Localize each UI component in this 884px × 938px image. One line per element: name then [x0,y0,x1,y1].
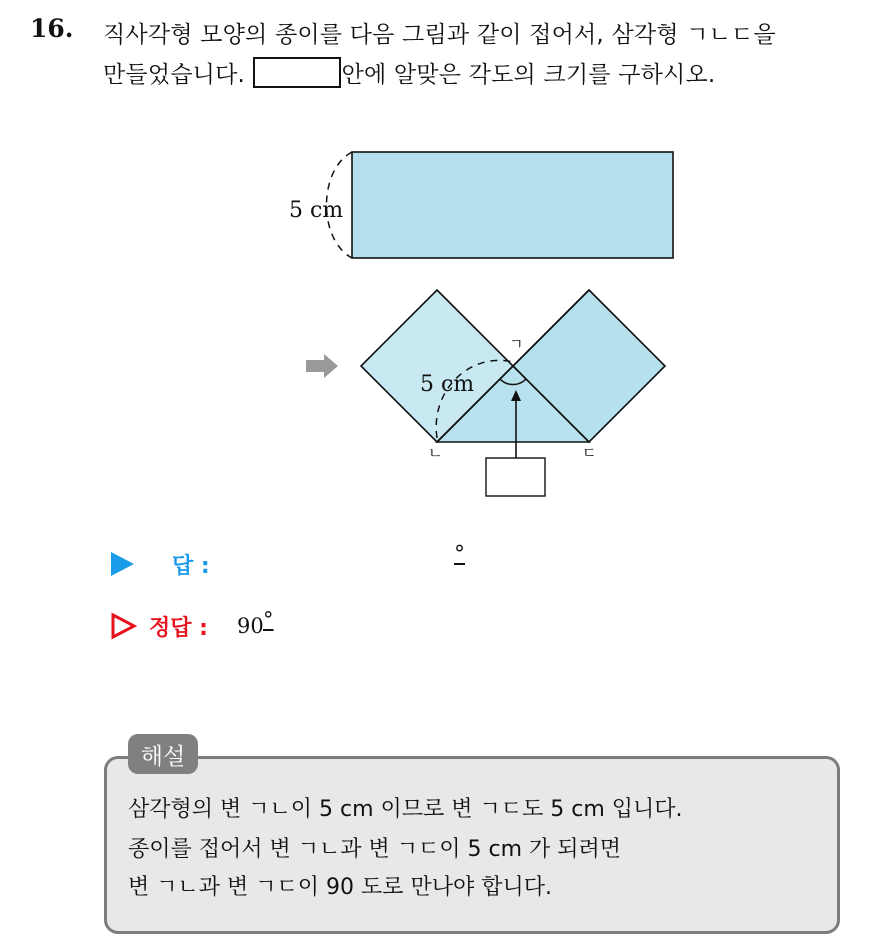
vertex-label-top: ㄱ [509,335,524,353]
paper-rectangle [352,152,673,258]
question-text-line1: 직사각형 모양의 종이를 다음 그림과 같이 접어서, 삼각형 ㄱㄴㄷ을 [103,22,776,48]
explanation-line-2: 종이를 접어서 변 ㄱㄴ과 변 ㄱㄷ이 5 cm 가 되려면 [128,837,621,862]
answer-marker-icon [109,551,137,577]
diag-length-label: 5 cm [420,372,475,397]
correct-answer-unit: ° [263,608,274,632]
angle-answer-box [486,458,545,496]
explanation-tab: 해설 [128,734,198,774]
correct-answer-label: 정답 : [149,616,208,641]
answer-degree-unit: ° [454,542,465,567]
explanation-line-1: 삼각형의 변 ㄱㄴ이 5 cm 이므로 변 ㄱㄷ도 5 cm 입니다. [128,797,683,822]
vertex-label-right: ㄷ [582,444,597,462]
question-number: 16. [30,14,74,43]
correct-marker-icon [110,612,138,640]
question-text-line2-end: 안에 알맞은 각도의 크기를 구하시오. [341,62,716,88]
question-text-line2-start: 만들었습니다. [103,62,246,88]
answer-label: 답 : [172,554,210,579]
explanation-line-3: 변 ㄱㄴ과 변 ㄱㄷ이 90 도로 만나야 합니다. [128,875,552,900]
rect-height-label: 5 cm [289,198,344,223]
correct-answer-value: 90 [237,614,264,638]
right-arrow-icon [306,354,338,378]
vertex-label-left: ㄴ [428,444,443,462]
